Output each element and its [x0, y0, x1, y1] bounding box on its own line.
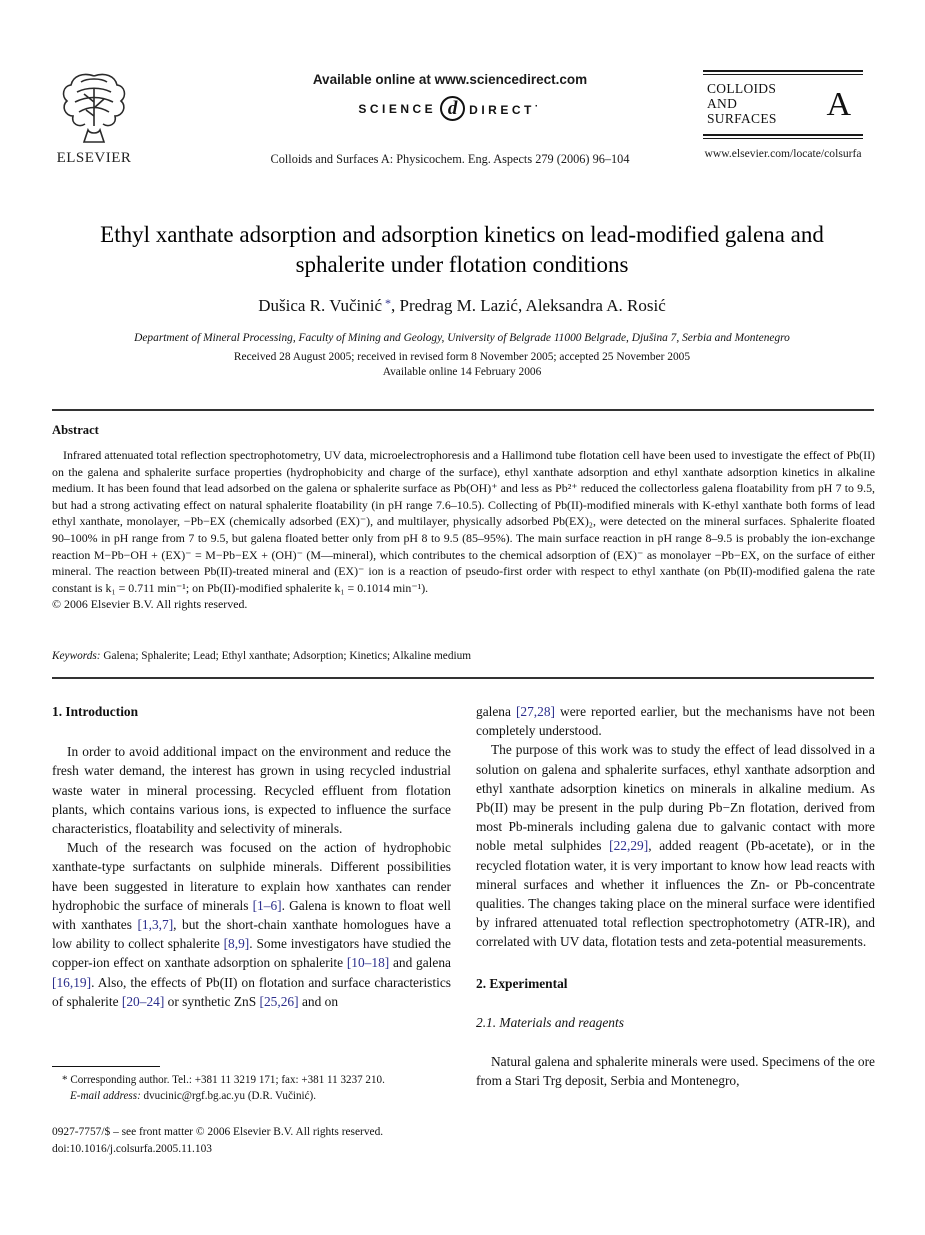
sciencedirect-logo[interactable] — [200, 96, 700, 121]
affiliation-line: Department of Mineral Processing, Faculty of Mining and Geology, University of Belgrade 11000 Belgrade, Djušina 7, Serbia and Montenegro — [134, 332, 790, 344]
keywords-line — [52, 650, 875, 662]
imprint-block — [52, 1124, 492, 1157]
corresponding-author-footnote — [52, 1066, 452, 1104]
keywords-label: Keywords: — [52, 650, 101, 662]
text-segment: (D.R. Vučinić). — [245, 1089, 316, 1102]
right-paragraph-3: Natural galena and sphalerite minerals were used. Specimens of the ore from a Stari Trg deposit, Serbia and Montenegro, — [476, 1054, 875, 1089]
text-segment: E-mail address: — [70, 1089, 144, 1102]
footnote-email — [52, 1089, 452, 1105]
elsevier-logo — [48, 68, 140, 167]
journal-url[interactable]: www.elsevier.com/locate/colsurfa — [704, 147, 862, 161]
section-heading-introduction: 1. Introduction — [52, 704, 139, 719]
text-segment: , added reagent (Pb-acetate), or in the recycled flotation water, it is very important to know how lead reacts with mineral surfaces and whether it influences the Zn- or Pb-concentrate qualities. The changes taking place on the mineral surface were identified by infrared attenuated total reflection spectrophotometry (ATR-IR), and correlated with UV data, flotation tests and zeta-potential measurements. — [476, 838, 875, 950]
double-rule-bottom — [703, 134, 863, 136]
left-column — [52, 702, 451, 1090]
text-segment: , but the short-chain xanthate homologues have a low ability to collect sphalerite — [52, 917, 451, 952]
citation-link[interactable]: [20–24] — [121, 993, 165, 1009]
direct-wordmark: DIRECT· — [469, 100, 542, 117]
journal-cover-box — [703, 70, 863, 160]
text-segment: galena — [476, 704, 516, 719]
journal-series-letter: A — [826, 85, 851, 123]
text-segment: * — [382, 296, 391, 310]
subsection-heading-materials: 2.1. Materials and reagents — [476, 1014, 624, 1030]
abstract-text: Infrared attenuated total reflection spectrophotometry, UV data, microelectrophoresis and a Hallimond tube flotation cell have been used to investigate the effect of Pb(II) on the galena and sphalerite surface properties (hydrophobicity and charge of the surface), ethyl xanthate adsorption and ethyl xanthate adsorption kinetics in alkaline medium. It has been found that lead adsorbed on the galena or sphalerite surface as Pb(OH)⁺ and less as Pb²⁺ reduced the collectorless galena floatability from pH 7 to 9.5, but had a strong activating effect on natural sphalerite floatability (in pH range 7.6–10.5). Collecting of Pb(II)-modified minerals with K-ethyl xanthate both forms of lead ethyl xanthate, monolayer, −Pb−EX (chemically adsorbed (EX)⁻), and multilayer, physically adsorbed Pb(EX)₂, were detected on the mineral surfaces. Sphalerite floated 90–100% in pH range from 7 to 9.5, but galena floated better only from pH 8 to 9.5 (85–95%). The main surface reaction in pH range 8–9.5 is probably the ion-exchange reaction M−Pb−OH + (EX)⁻ = M−Pb−EX + (OH)⁻ (M—mineral), which contributes to the chemical adsorption of (EX)⁻ as monolayer −Pb−EX, on the surface of either mineral. The reaction between Pb(II)-treated mineral and (EX)⁻ ion is a reaction of pseudo-first order with respect to ethyl xanthate (on Pb(II)-modified galena the rate constant is k₁ = 0.711 min⁻¹; on Pb(II)-modified sphalerite k₁ = 0.1014 min⁻¹). © 2006 Elsevier B.V. All rights reserved. — [52, 448, 875, 612]
citation-link[interactable]: [16,19] — [52, 974, 92, 990]
journal-citation-line: Colloids and Surfaces A: Physicochem. Eng. Aspects 279 (2006) 96–104 — [270, 152, 630, 166]
intro-paragraph-1: In order to avoid additional impact on the environment and reduce the fresh water demand, the interest has grown in using recycled industrial waste water in mineral processing. Recycled effluent from flotation plants, which contains various ions, is expected to influence the surface characteristics, floatability and selectivity of minerals. — [52, 744, 451, 837]
citation-link[interactable]: [1–6] — [252, 897, 282, 913]
citation-link[interactable]: [10–18] — [346, 955, 390, 971]
right-paragraph-2 — [476, 740, 875, 951]
abstract-top-rule — [52, 409, 874, 411]
text-segment: were reported earlier, but the mechanisms have not been completely understood. — [476, 704, 875, 739]
citation-link[interactable]: [8,9] — [223, 936, 250, 952]
science-wordmark: SCIENCE — [358, 101, 437, 116]
text-segment: and on — [298, 993, 339, 1009]
keywords-list: Galena; Sphalerite; Lead; Ethyl xanthate; Adsorption; Kinetics; Alkaline medium — [103, 650, 472, 662]
text-segment: Much of the research was focused on the action of hydrophobic xanthate-type surfactants on sulphide minerals. Different possibilities have been suggested in literature to explain how xanthates can render hydrophobic the surface of minerals — [52, 840, 451, 913]
text-segment: The purpose of this work was to study the effect of lead dissolved in a solution on galena and sphalerite surfaces, ethyl xanthate adsorption and ethyl xanthate adsorption kinetics on minerals in alkaline medium. As Pb(II) may be present in the pulp during Pb−Zn flotation, derived from most Pb-minerals including galena due to galvanic contact with more noble metal sulphides — [476, 742, 875, 854]
right-paragraph-1 — [476, 702, 875, 740]
double-rule-top — [703, 70, 863, 72]
available-online-date: Available online 14 February 2006 — [382, 366, 542, 378]
available-online-text[interactable]: Available online at www.sciencedirect.com — [312, 72, 588, 87]
author-line — [62, 296, 862, 316]
text-segment: or synthetic ZnS — [164, 993, 260, 1009]
text-segment: . Galena is known to float well with xanthates — [52, 897, 452, 933]
abstract-bottom-rule — [52, 677, 874, 679]
elsevier-wordmark: ELSEVIER — [56, 150, 132, 166]
text-segment: . Also, the effects of Pb(II) on flotation and surface characteristics of sphalerite — [52, 974, 451, 1009]
citation-link[interactable]: [25,26] — [259, 993, 299, 1009]
citation-link[interactable]: [1,3,7] — [137, 917, 174, 933]
intro-paragraph-2 — [52, 838, 451, 1011]
text-segment: , Predrag M. Lazić, Aleksandra A. Rosić — [391, 296, 666, 315]
received-dates-line: Received 28 August 2005; received in revised form 8 November 2005; accepted 25 November 2005 — [233, 351, 691, 363]
text-segment: and galena — [389, 955, 451, 971]
copyright-line: © 2006 Elsevier B.V. All rights reserved. — [52, 597, 248, 612]
text-segment: . Some investigators have studied the copper-ion effect on xanthate adsorption on sphalerite — [52, 936, 451, 971]
footnote-rule — [52, 1066, 160, 1067]
article-title: Ethyl xanthate adsorption and adsorption kinetics on lead-modified galena and sphalerite under flotation conditions — [100, 222, 824, 278]
journal-name: COLLOIDS AND SURFACES — [707, 81, 777, 127]
sciencedirect-d-icon: d — [440, 96, 465, 121]
text-segment: Dušica R. Vučinić — [258, 296, 382, 315]
right-column — [476, 702, 875, 1090]
citation-link[interactable]: [22,29] — [609, 838, 649, 854]
issn-front-matter-line: 0927-7757/$ – see front matter © 2006 Elsevier B.V. All rights reserved. — [52, 1126, 384, 1138]
elsevier-tree-icon — [57, 68, 131, 148]
section-heading-experimental: 2. Experimental — [476, 975, 568, 991]
email-address[interactable]: dvucinic@rgf.bg.ac.yu — [143, 1089, 246, 1102]
footnote-tel-fax: * Corresponding author. Tel.: +381 11 3219 171; fax: +381 11 3237 210. — [62, 1074, 385, 1087]
abstract-heading: Abstract — [52, 423, 99, 437]
registered-dot-icon: · — [534, 100, 542, 112]
citation-link[interactable]: [27,28] — [515, 704, 556, 719]
doi-line[interactable]: doi:10.1016/j.colsurfa.2005.11.103 — [52, 1142, 212, 1155]
